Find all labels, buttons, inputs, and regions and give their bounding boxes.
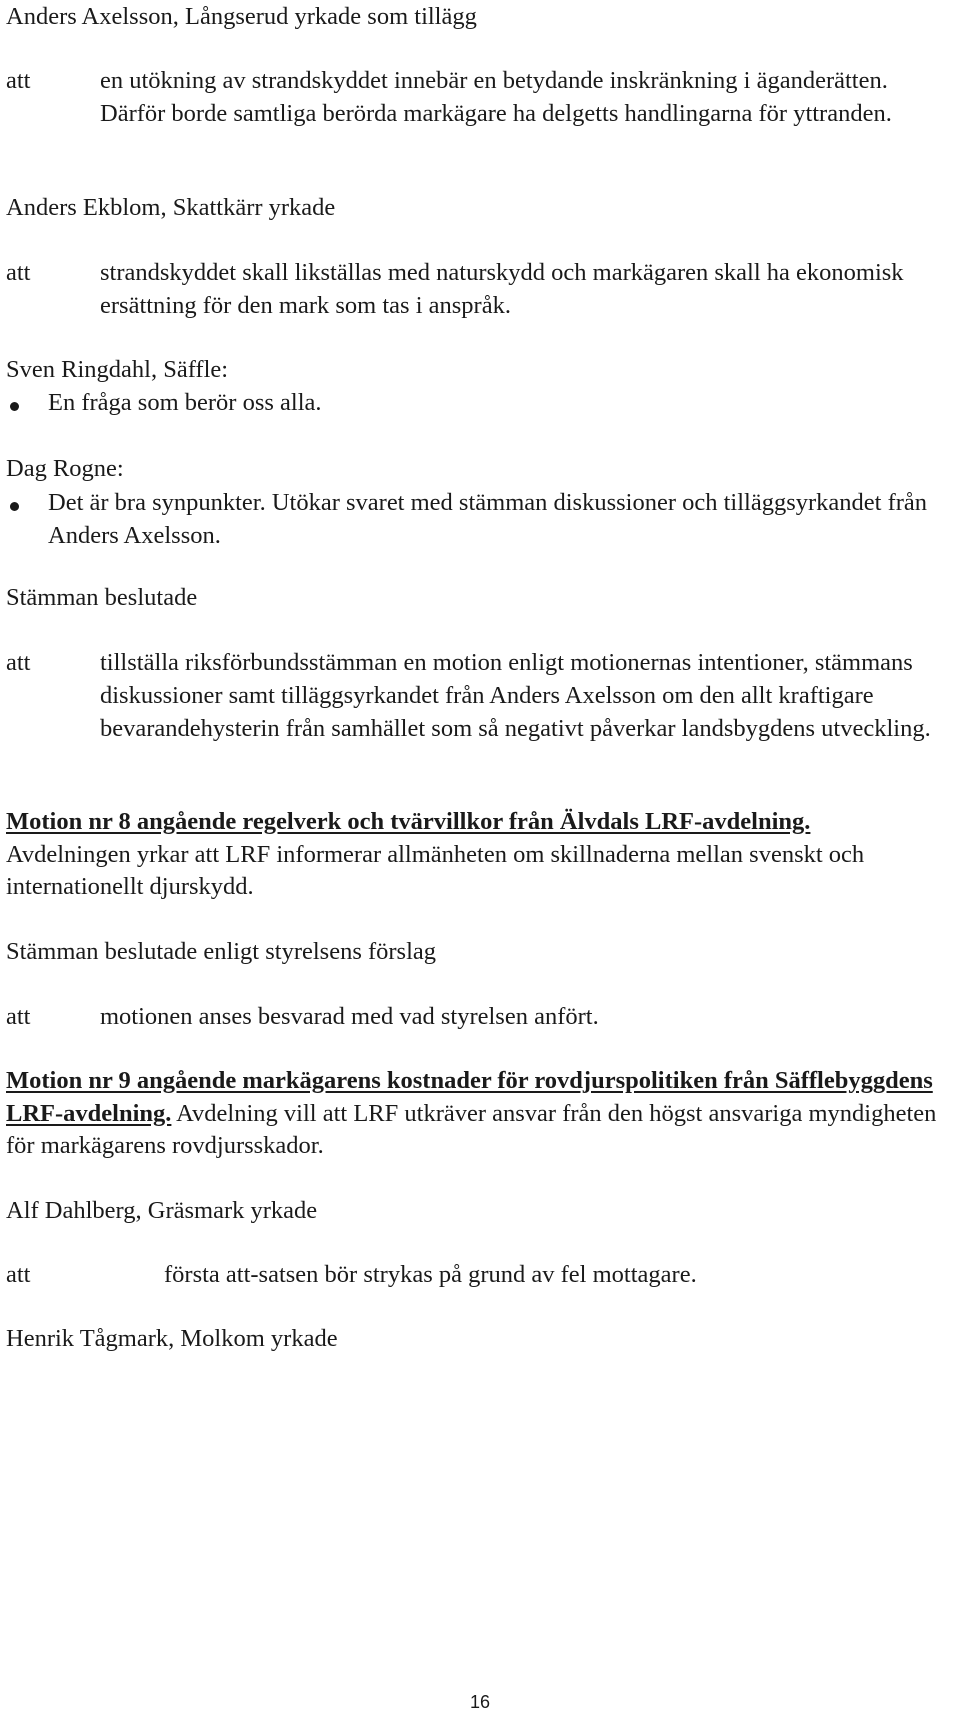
ekblom-text: strandskyddet skall likställas med naturskydd och markägaren skall ha ekonomisk ersättning för den mark som tas i anspråk. [100,259,904,319]
axelsson-text: en utökning av strandskyddet innebär en betydande inskränkning i äganderätten. Därför borde samtliga berörda markägare ha delgetts handlingarna för yttranden. [100,67,892,127]
beslut-text: tillställa riksförbundsstämman en motion enligt motionernas intentioner, stämmans diskussioner samt tilläggsyrkandet från Anders Axelsson om den allt kraftigare bevarandehysterin från samhället som så negativt påverkar landsbygdens utveckling. [100,649,931,742]
beslut-heading: Stämman beslutade [6,584,198,611]
rogne-heading: Dag Rogne: [6,455,124,482]
beslut-2-att-label: att [6,1003,31,1030]
tagmark-heading: Henrik Tågmark, Molkom yrkade [6,1325,338,1352]
dahlberg-heading: Alf Dahlberg, Gräsmark yrkade [6,1197,318,1224]
axelsson-att-label: att [6,67,31,94]
ringdahl-bullet-text: En fråga som berör oss alla. [48,389,322,416]
bullet-icon [10,502,19,511]
motion-8-text: Avdelningen yrkar att LRF informerar allmänheten om skillnaderna mellan svenskt och internationellt djurskydd. [6,840,865,900]
beslut-2-heading: Stämman beslutade enligt styrelsens förslag [6,938,437,965]
motion-9-title: Motion nr 9 angående markägarens kostnader för rovdjurspolitiken från Säfflebyggdens LRF-avdelning. [6,1067,933,1127]
rogne-bullet-text: Det är bra synpunkter. Utökar svaret med stämman diskussioner och tilläggsyrkandet från Anders Axelsson. [48,489,928,549]
ekblom-att-label: att [6,259,31,286]
dahlberg-text: första att-satsen bör strykas på grund av fel mottagare. [164,1261,697,1288]
dahlberg-att-label: att [6,1261,31,1288]
beslut-2-text: motionen anses besvarad med vad styrelsen anfört. [100,1003,599,1030]
bullet-icon [10,402,19,411]
beslut-att-label: att [6,649,31,676]
page-number: 16 [469,1692,491,1712]
ringdahl-heading: Sven Ringdahl, Säffle: [6,356,229,383]
ekblom-heading: Anders Ekblom, Skattkärr yrkade [6,194,336,221]
motion-8-title: Motion nr 8 angående regelverk och tvärvillkor från Älvdals LRF-avdelning. [6,808,811,835]
motion-9-text: Avdelning vill att LRF utkräver ansvar från den högst ansvariga myndigheten för markägarens rovdjursskador. [6,1099,937,1159]
axelsson-heading: Anders Axelsson, Långserud yrkade som tillägg [6,3,477,30]
motion-9-paragraph [6,1065,956,1163]
motion-8-paragraph [6,806,866,904]
